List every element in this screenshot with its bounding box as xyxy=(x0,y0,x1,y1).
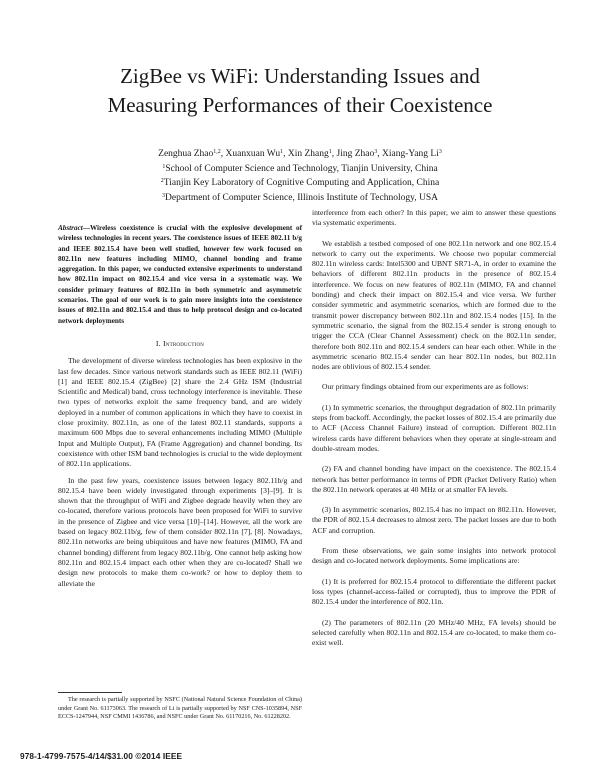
right-column xyxy=(312,208,556,648)
affiliation-line xyxy=(40,176,560,190)
author-name: Xuanxuan Wu xyxy=(225,149,281,159)
title-line-2: Measuring Performances of their Coexistence xyxy=(107,93,493,117)
paper-title xyxy=(40,62,560,120)
author-separator: , xyxy=(377,149,383,159)
paragraph-gap xyxy=(312,454,556,464)
title-line-1: ZigBee vs WiFi: Understanding Issues and xyxy=(120,64,480,88)
body-paragraph: (2) The parameters of 802.11n (20 MHz/40 MHz, FA levels) should be selected carefully when 802.11n and 802.15.4 are co-located, to make them co-exist well. xyxy=(312,617,556,648)
introduction-body xyxy=(58,356,302,589)
affiliation-mark: 1 xyxy=(162,164,166,170)
affiliation-text: Department of Computer Science, Illinois Institute of Technology, USA xyxy=(165,192,438,203)
affiliation-line xyxy=(40,162,560,176)
author-name: Zenghua Zhao xyxy=(158,149,214,159)
left-column xyxy=(58,223,302,589)
affiliation-list xyxy=(40,162,560,205)
author-separator: , xyxy=(283,149,288,159)
paragraph-gap xyxy=(312,608,556,618)
affiliation-mark: 3 xyxy=(162,192,166,199)
body-paragraph: (1) It is preferred for 802.15.4 protocol to differentiate the different packet loss types (channel-access-failed or corrupted), thus to improve the PDR of 802.15.4 under the interference of 802.11n. xyxy=(312,576,556,607)
author-separator: , xyxy=(331,149,337,159)
body-paragraph: From these observations, we gain some insights into network protocol design and co-located network deployments. Some implications are: xyxy=(312,546,556,566)
author-name: Jing Zhao xyxy=(336,149,375,159)
abstract xyxy=(58,223,302,326)
author-name: Xin Zhang xyxy=(287,149,329,159)
right-column-body xyxy=(312,208,556,648)
author-separator: , xyxy=(220,149,226,159)
abstract-label: Abstract xyxy=(58,224,83,232)
body-paragraph: (2) FA and channel bonding have impact on the coexistence. The 802.15.4 network has better performance in terms of PDR (Packet Delivery Ratio) when the 802.11n network operates at 40 MHz or at smaller FA levels. xyxy=(312,464,556,494)
author-affiliation-mark: 1 xyxy=(280,149,284,155)
footnote-rule xyxy=(58,692,122,693)
section-title: Introduction xyxy=(163,338,205,348)
affiliation-text: Tianjin Key Laboratory of Cognitive Computing and Application, China xyxy=(163,178,440,189)
body-paragraph: We establish a testbed composed of one 802.11n network and one 802.15.4 network to carry out the experiments. We choose two popular commercial 802.11n wireless cards: Intel5300 and UBNT SR71-A, in order to examine the behaviors of different 802.11n products in the presence of 802.15.4 interference. We focus on new features of 802.11n (MIMO, FA and channel bonding) and check their impact on 802.15.4 and vice versa. We further consider symmetric and asymmetric scenarios, which are formed due to the transmit power discrepancy between 802.11n and 802.15.4 nodes [15]. In the symmetric scenario, the signal from the 802.15.4 sender is strong enough to trigger the CCA (Clear Channel Assessment) check on the 802.11n sender, therefore both 802.11n and 802.15.4 senders can hear each other. While in the asymmetric scenario 802.15.4 sender can hear 802.11n nodes, but 802.11n nodes are oblivious of 802.15.4 sender. xyxy=(312,238,556,372)
paragraph-gap xyxy=(312,495,556,505)
paragraph-gap xyxy=(312,536,556,546)
isbn-copyright: 978-1-4799-7575-4/14/$31.00 ©2014 IEEE xyxy=(20,751,183,761)
affiliation-line xyxy=(40,191,560,205)
paragraph-gap xyxy=(312,393,556,403)
paragraph-gap xyxy=(312,229,556,239)
body-paragraph: In the past few years, coexistence issues between legacy 802.11b/g and 802.15.4 have been widely investigated through experiments [3]–[9]. It is shown that the throughput of WiFi and Zigbee degrade heavily when they are co-located, therefore various protocols have been proposed for WiFi to survive in the presence of Zigbee and vice versa [10]–[14]. However, all the work are based on legacy 802.11b/g, few of them consider 802.11n [7], [8]. Nowadays, 802.11n networks are being ubiquitous and have new features (MIMO, FA and channel bonding) different from legacy 802.11b/g. One cannot help asking how 802.11n and 802.15.4 impact each other when they are co-located? Shall we design new protocols to make them co-work? or how to deploy them to alleviate the xyxy=(58,475,302,588)
affiliation-text: School of Computer Science and Technology, Tianjin University, China xyxy=(165,164,438,174)
body-paragraph: (3) In asymmetric scenarios, 802.15.4 has no impact on 802.11n. However, the PDR of 802.15.4 decreases to almost zero. The packet losses are due to both ACF and corruption. xyxy=(312,505,556,535)
affiliation-mark: 2 xyxy=(160,178,164,185)
author-affiliation-mark: 1 xyxy=(328,149,332,155)
body-paragraph: interference from each other? In this paper, we aim to answer these questions via systematic experiments. xyxy=(312,208,556,228)
author-affiliation-mark: 3 xyxy=(374,149,378,155)
paragraph-gap xyxy=(312,567,556,577)
abstract-text: —Wireless coexistence is crucial with the explosive development of wireless technologies in recent years. The coexistence issues of IEEE 802.11 b/g and IEEE 802.15.4 have been well studied, however few work focused on 802.11n new features including MIMO, channel bonding and frame aggregation. In this paper, we conducted extensive experiments to understand how 802.11n impact on 802.15.4 and vice versa in a systematic way. We consider primary features of 802.11n in both symmetric and asymmetric scenarios. The goal of our work is to gain more insights into the coexistence issues of 802.11n and 802.15.4 and thus to help protocol design and co-located network deployments xyxy=(58,224,302,325)
author-affiliation-mark: 3 xyxy=(438,149,442,155)
funding-footnote: The research is partially supported by NSFC (National Natural Science Foundation of China) under Grant No. 61173063. The research of Li is partially supported by NSF CNS-1035894, NSF ECCS-1247944, NSF CMMI 1436786, and NSFC under Grant No. 61170216, No. 61228202. xyxy=(58,696,302,721)
author-name: Xiang-Yang Li xyxy=(382,149,439,159)
section-numeral: I. xyxy=(155,338,161,348)
body-paragraph: (1) In symmetric scenarios, the throughput degradation of 802.11n primarily steps from backoff. Accordingly, the packet losses of 802.15.4 are primarily due to ACF (Access Channel Failure) instead of corruption. Different 802.11n wireless cards have different behaviors when they operate at single-stream and double-stream modes. xyxy=(312,402,556,453)
body-paragraph: The development of diverse wireless technologies has been explosive in the last few decades. Since various network standards such as IEEE 802.11 (WiFi) [1] and IEEE 802.15.4 (ZigBee) [2] share the 2.4 GHz ISM (Industrial Scientific and Medical) band, cross technology interference is inevitable. These two types of networks exploit the same frequency band, and are widely deployed in a number of common applications in which they have to coexist in close proximity. 802.11n, as one of the latest 802.11 standards, supports a maximum 600 Mbps due to several enhancements including MIMO (Multiple Input and Multiple Output), FA (Frame Aggregation) and channel bonding. Its coexistence with other ISM band technologies is crucial to the wide deployment of 802.11n applications. xyxy=(58,356,302,469)
body-paragraph: Our primary findings obtained from our experiments are as follows: xyxy=(322,382,529,392)
paragraph-gap xyxy=(312,372,556,382)
author-list xyxy=(40,147,560,161)
author-affiliation-mark: 1,2 xyxy=(213,149,221,155)
section-heading-introduction xyxy=(58,339,302,349)
